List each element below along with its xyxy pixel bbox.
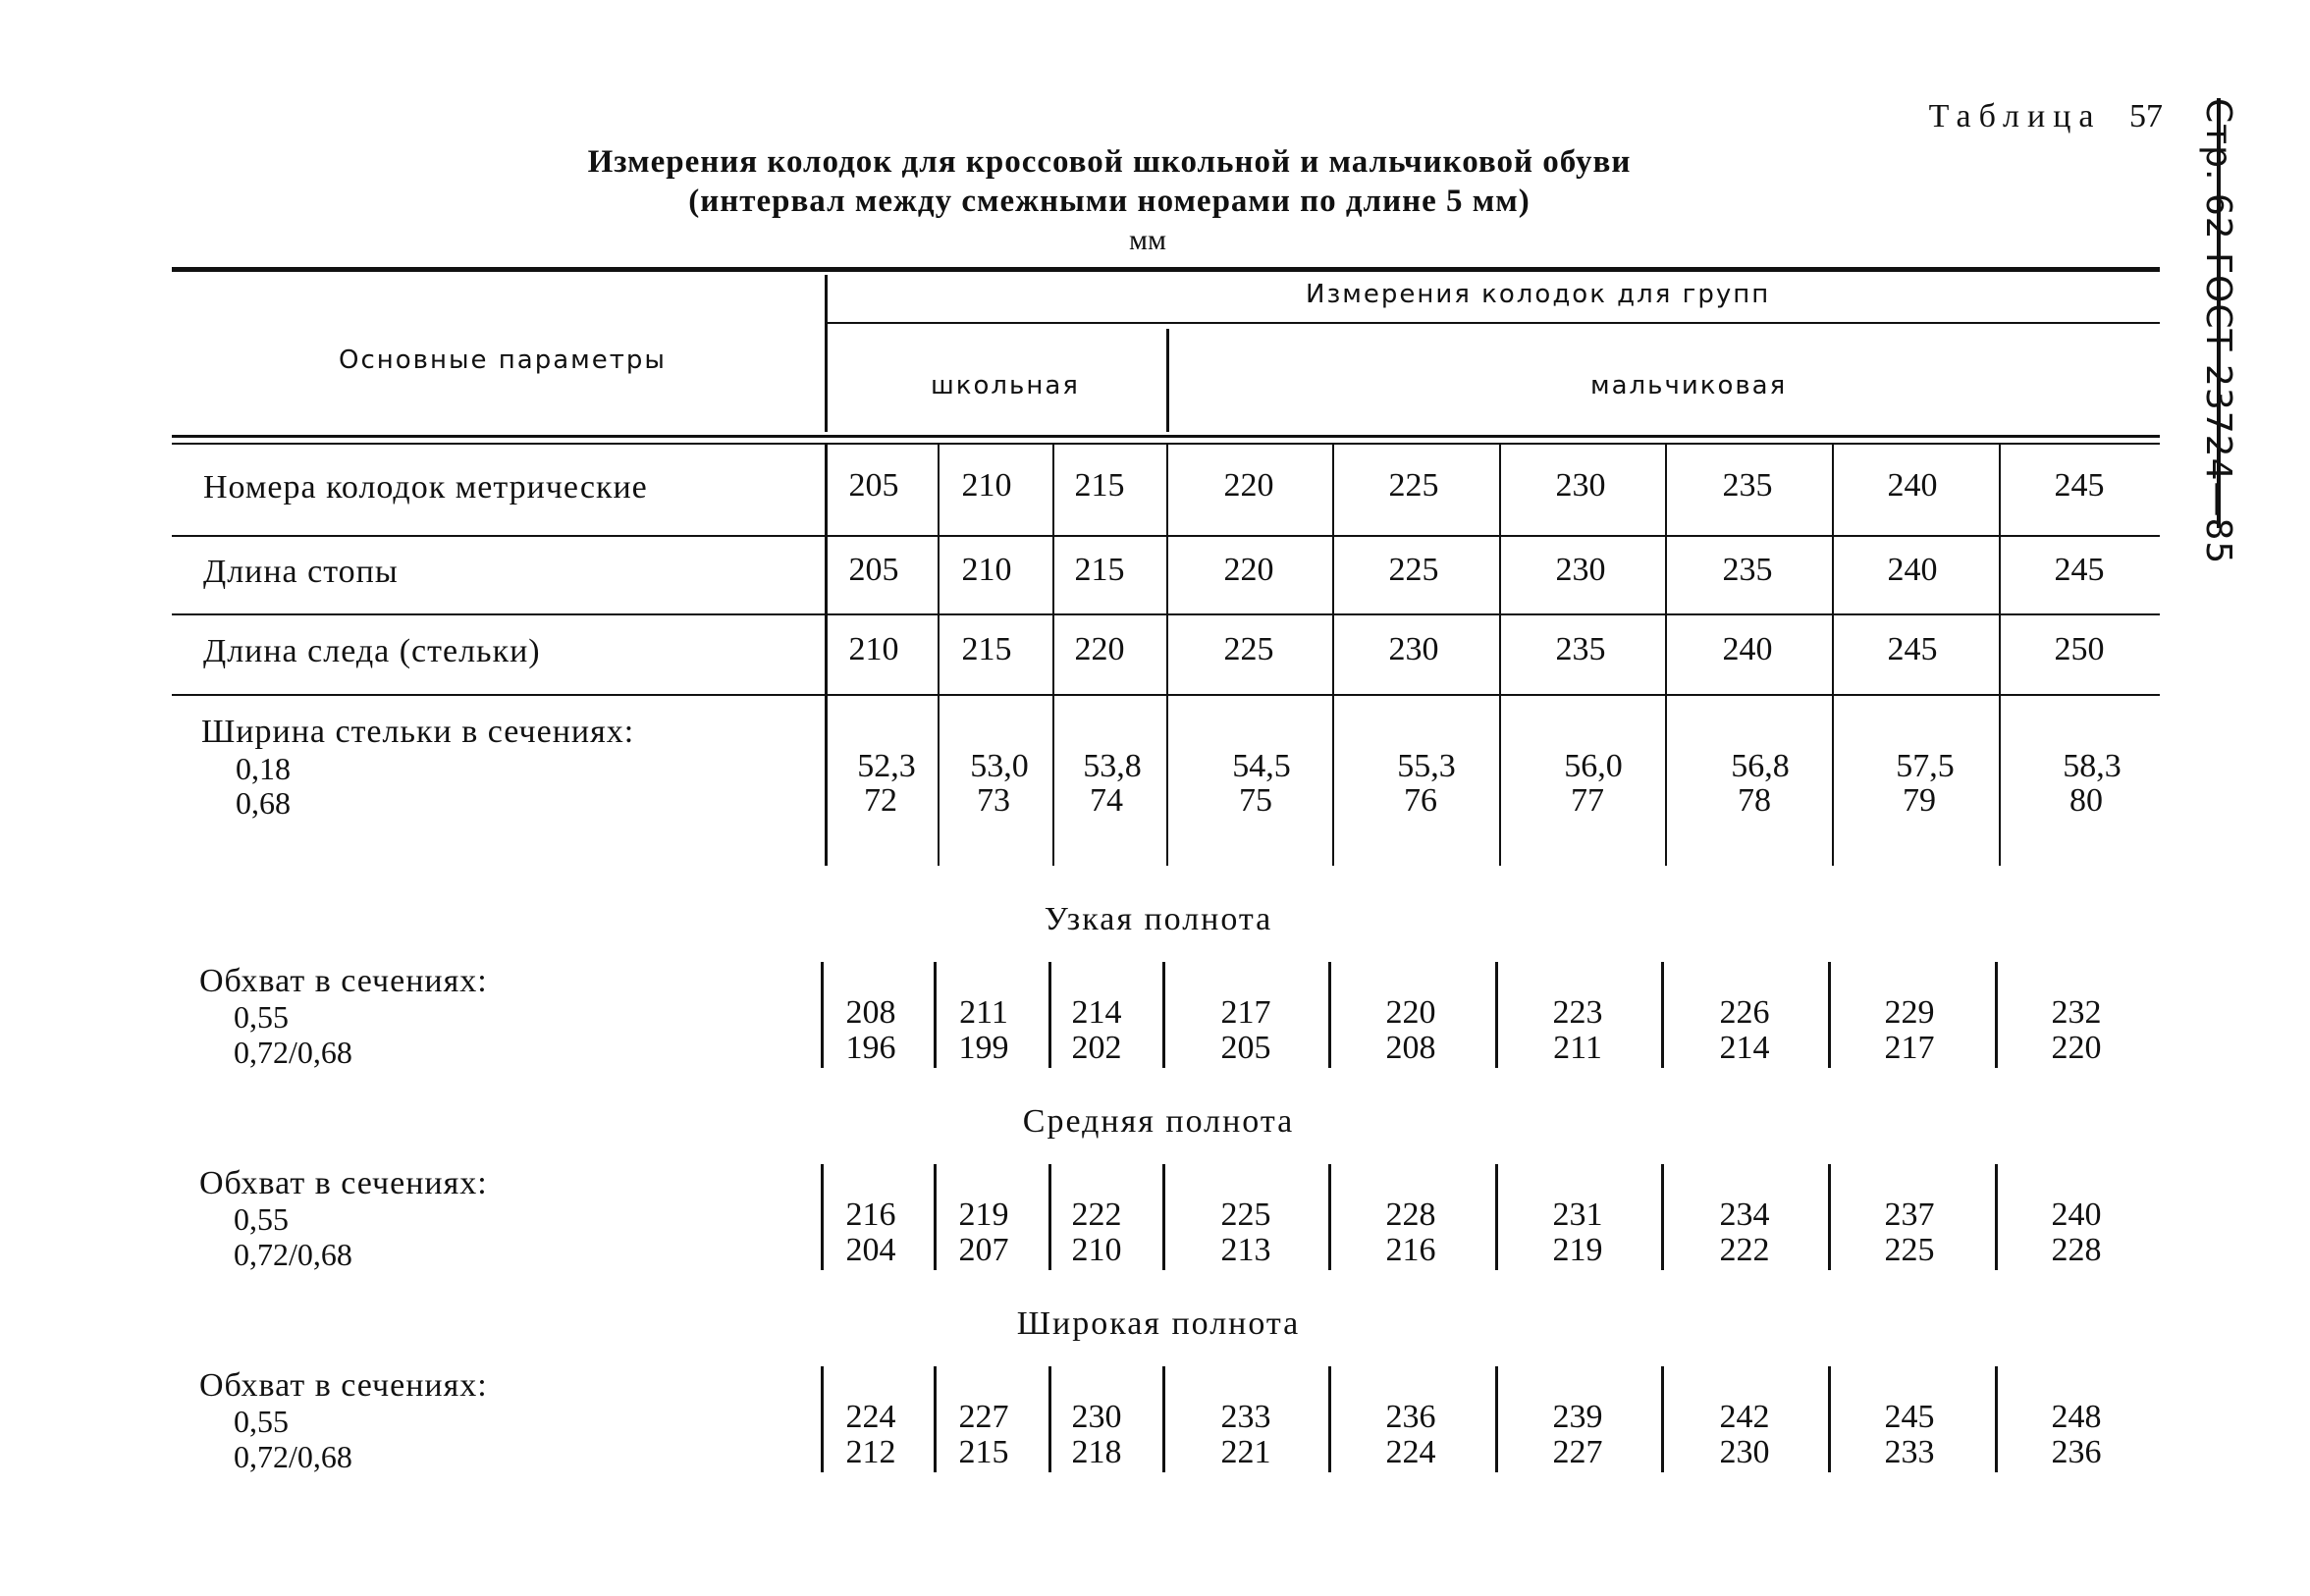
insole-sub-1: 0,18 xyxy=(236,751,291,786)
table-number: 57 xyxy=(2129,98,2163,134)
table-cell: 236 xyxy=(2051,1434,2102,1470)
col-divider xyxy=(1995,962,1998,1068)
table-cell: 225 xyxy=(1388,466,1439,504)
col-divider xyxy=(1495,1366,1498,1472)
table-cell: 230 xyxy=(1555,466,1606,504)
section-sub-2: 0,72/0,68 xyxy=(234,1035,352,1070)
section-sub-1: 0,55 xyxy=(234,999,289,1035)
col-divider xyxy=(821,962,824,1068)
col-divider xyxy=(1048,962,1051,1068)
col-divider xyxy=(1999,444,2001,866)
table-cell: 216 xyxy=(1385,1232,1436,1268)
col-divider xyxy=(1665,444,1667,866)
col-divider xyxy=(934,1164,937,1270)
table-cell: 210 xyxy=(848,631,899,667)
table-cell: 245 xyxy=(2054,466,2105,504)
col-divider xyxy=(821,1164,824,1270)
param-header: Основные параметры xyxy=(339,346,667,375)
table-cell: 53,8 xyxy=(1083,748,1142,784)
table-cell: 207 xyxy=(958,1232,1009,1268)
table-cell: 204 xyxy=(845,1232,896,1268)
section-label: Обхват в сечениях: xyxy=(199,1367,488,1404)
table-cell: 57,5 xyxy=(1896,748,1955,784)
table-cell: 202 xyxy=(1071,1030,1122,1066)
section-label: Обхват в сечениях: xyxy=(199,963,488,999)
table-cell: 77 xyxy=(1571,782,1604,819)
table-cell: 215 xyxy=(1074,466,1125,504)
col-divider xyxy=(1828,962,1831,1068)
table-cell: 227 xyxy=(1552,1434,1603,1470)
table-cell: 230 xyxy=(1555,552,1606,588)
table-cell: 225 xyxy=(1223,631,1274,667)
table-cell: 232 xyxy=(2051,994,2102,1031)
table-cell: 214 xyxy=(1071,994,1122,1031)
col-divider xyxy=(1328,1366,1331,1472)
table-cell: 225 xyxy=(1220,1197,1271,1233)
table-cell: 210 xyxy=(961,466,1012,504)
table-cell: 224 xyxy=(845,1399,896,1435)
table-cell: 220 xyxy=(2051,1030,2102,1066)
col-divider xyxy=(1495,1164,1498,1270)
table-cell: 217 xyxy=(1220,994,1271,1031)
table-cell: 242 xyxy=(1719,1399,1770,1435)
col-divider xyxy=(1162,1164,1165,1270)
col-divider xyxy=(1661,1366,1664,1472)
section-label: Обхват в сечениях: xyxy=(199,1165,488,1201)
table-cell: 230 xyxy=(1719,1434,1770,1470)
col-divider xyxy=(1166,444,1168,866)
units-label: мм xyxy=(1129,224,1166,256)
table-cell: 227 xyxy=(958,1399,1009,1435)
table-cell: 72 xyxy=(864,782,897,819)
table-cell: 239 xyxy=(1552,1399,1603,1435)
table-cell: 205 xyxy=(848,552,899,588)
table-cell: 213 xyxy=(1220,1232,1271,1268)
table-cell: 75 xyxy=(1239,782,1272,819)
table-cell: 76 xyxy=(1404,782,1437,819)
table-cell: 55,3 xyxy=(1397,748,1456,784)
table-cell: 236 xyxy=(1385,1399,1436,1435)
table-cell: 208 xyxy=(845,994,896,1031)
table-cell: 223 xyxy=(1552,994,1603,1031)
table-cell: 220 xyxy=(1223,466,1274,504)
col-divider xyxy=(1828,1366,1831,1472)
table-cell: 229 xyxy=(1884,994,1935,1031)
row-label: Номера колодок метрические xyxy=(203,468,648,505)
table-cell: 245 xyxy=(1887,631,1938,667)
col-divider xyxy=(1328,1164,1331,1270)
table-cell: 215 xyxy=(961,631,1012,667)
col-divider xyxy=(1661,1164,1664,1270)
table-cell: 233 xyxy=(1884,1434,1935,1470)
table-cell: 220 xyxy=(1385,994,1436,1031)
table-cell: 240 xyxy=(2051,1197,2102,1233)
title-line-1: Измерения колодок для кроссовой школьной и мальчиковой обуви xyxy=(587,144,1632,180)
table-cell: 74 xyxy=(1090,782,1123,819)
table-cell: 228 xyxy=(2051,1232,2102,1268)
table-cell: 250 xyxy=(2054,631,2105,667)
boys-header: мальчиковая xyxy=(1590,371,1788,400)
col-divider xyxy=(1661,962,1664,1068)
table-cell: 78 xyxy=(1738,782,1771,819)
table-cell: 211 xyxy=(959,994,1008,1031)
table-label: Таблица xyxy=(1928,98,2102,134)
table-cell: 56,8 xyxy=(1731,748,1790,784)
col-divider xyxy=(934,962,937,1068)
table-cell: 199 xyxy=(958,1030,1009,1066)
table-cell: 73 xyxy=(977,782,1010,819)
table-cell: 54,5 xyxy=(1232,748,1291,784)
table-cell: 52,3 xyxy=(857,748,916,784)
table-cell: 214 xyxy=(1719,1030,1770,1066)
table-cell: 240 xyxy=(1887,466,1938,504)
insole-label: Ширина стельки в сечениях: xyxy=(201,714,635,750)
insole-sub-2: 0,68 xyxy=(236,785,291,821)
col-divider xyxy=(1495,962,1498,1068)
table-cell: 231 xyxy=(1552,1197,1603,1233)
col-divider xyxy=(1499,444,1501,866)
table-cell: 240 xyxy=(1887,552,1938,588)
table-cell: 219 xyxy=(1552,1232,1603,1268)
table-cell: 215 xyxy=(958,1434,1009,1470)
table-cell: 220 xyxy=(1074,631,1125,667)
table-cell: 205 xyxy=(848,466,899,504)
table-cell: 53,0 xyxy=(970,748,1029,784)
col-divider xyxy=(1995,1366,1998,1472)
col-divider xyxy=(1162,962,1165,1068)
table-cell: 211 xyxy=(1553,1030,1602,1066)
table-cell: 235 xyxy=(1722,466,1773,504)
school-header: школьная xyxy=(931,371,1080,400)
table-cell: 56,0 xyxy=(1564,748,1623,784)
table-cell: 240 xyxy=(1722,631,1773,667)
table-cell: 225 xyxy=(1884,1232,1935,1268)
col-divider xyxy=(1048,1164,1051,1270)
table-cell: 237 xyxy=(1884,1197,1935,1233)
title-line-2: (интервал между смежными номерами по длине 5 мм) xyxy=(688,184,1531,219)
side-page-caption: Стр. 62 ГОСТ 23724—85 xyxy=(2198,98,2238,565)
table-cell: 233 xyxy=(1220,1399,1271,1435)
table-cell: 234 xyxy=(1719,1197,1770,1233)
row-label: Длина стопы xyxy=(203,554,399,590)
section-sub-1: 0,55 xyxy=(234,1404,289,1439)
table-cell: 235 xyxy=(1555,631,1606,667)
table-cell: 225 xyxy=(1388,552,1439,588)
col-divider xyxy=(821,1366,824,1472)
table-cell: 212 xyxy=(845,1434,896,1470)
table-cell: 215 xyxy=(1074,552,1125,588)
table-cell: 205 xyxy=(1220,1030,1271,1066)
table-cell: 248 xyxy=(2051,1399,2102,1435)
table-cell: 228 xyxy=(1385,1197,1436,1233)
row-label: Длина следа (стельки) xyxy=(203,633,541,669)
table-cell: 58,3 xyxy=(2063,748,2122,784)
table-cell: 210 xyxy=(1071,1232,1122,1268)
table-cell: 217 xyxy=(1884,1030,1935,1066)
table-cell: 218 xyxy=(1071,1434,1122,1470)
section-title: Узкая полнота xyxy=(1044,901,1273,937)
table-cell: 210 xyxy=(961,552,1012,588)
col-divider xyxy=(1162,1366,1165,1472)
table-cell: 235 xyxy=(1722,552,1773,588)
section-sub-2: 0,72/0,68 xyxy=(234,1439,352,1474)
table-cell: 79 xyxy=(1903,782,1936,819)
table-cell: 222 xyxy=(1719,1232,1770,1268)
section-sub-2: 0,72/0,68 xyxy=(234,1237,352,1272)
table-cell: 224 xyxy=(1385,1434,1436,1470)
section-title: Средняя полнота xyxy=(1022,1103,1295,1140)
group-header: Измерения колодок для групп xyxy=(1306,280,1771,309)
table-cell: 220 xyxy=(1223,552,1274,588)
col-divider xyxy=(1995,1164,1998,1270)
table-cell: 245 xyxy=(2054,552,2105,588)
section-title: Широкая полнота xyxy=(1016,1305,1301,1342)
col-divider xyxy=(1048,1366,1051,1472)
table-cell: 230 xyxy=(1388,631,1439,667)
table-cell: 80 xyxy=(2069,782,2103,819)
table-cell: 245 xyxy=(1884,1399,1935,1435)
col-divider xyxy=(1332,444,1334,866)
table-cell: 221 xyxy=(1220,1434,1271,1470)
table-cell: 222 xyxy=(1071,1197,1122,1233)
table-cell: 230 xyxy=(1071,1399,1122,1435)
table-cell: 196 xyxy=(845,1030,896,1066)
table-cell: 226 xyxy=(1719,994,1770,1031)
col-divider xyxy=(1828,1164,1831,1270)
table-cell: 216 xyxy=(845,1197,896,1233)
table-cell: 219 xyxy=(958,1197,1009,1233)
col-divider xyxy=(1328,962,1331,1068)
col-divider xyxy=(1832,444,1834,866)
col-divider xyxy=(934,1366,937,1472)
table-cell: 208 xyxy=(1385,1030,1436,1066)
section-sub-1: 0,55 xyxy=(234,1201,289,1237)
